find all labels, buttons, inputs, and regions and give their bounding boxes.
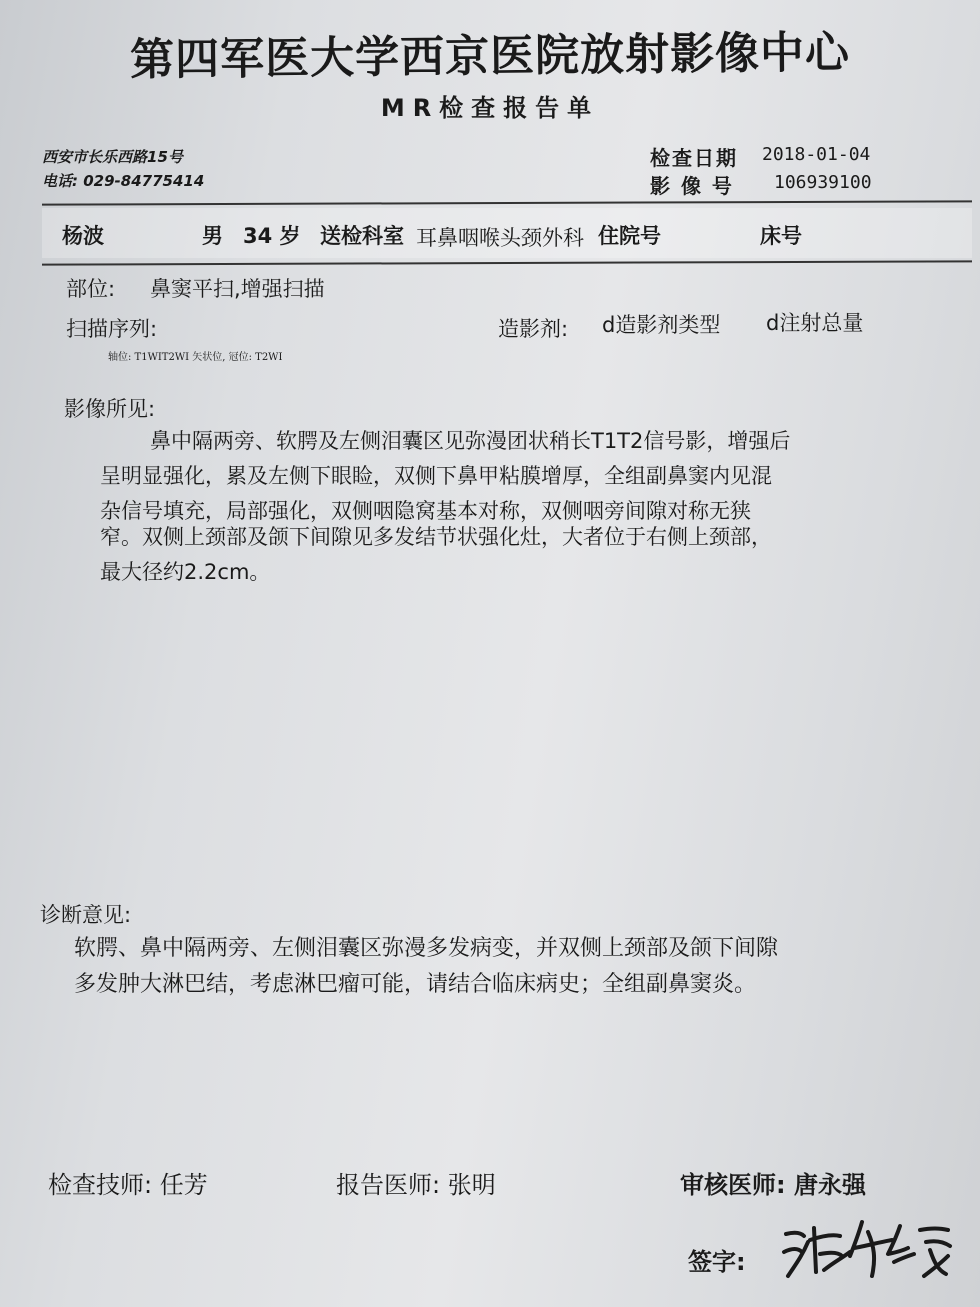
contrast-type: d造影剂类型	[602, 313, 721, 337]
diagnosis-line: 多发肿大淋巴结，考虑淋巴瘤可能，请结合临床病史；全组副鼻窦炎。	[74, 972, 757, 997]
diagnosis-label: 诊断意见:	[40, 903, 132, 927]
patient-age: 34 岁	[243, 224, 301, 248]
review-doctor: 审核医师: 唐永强	[680, 1171, 866, 1199]
bottom-rule	[42, 260, 972, 265]
image-no-value: 106939100	[774, 172, 872, 193]
address: 西安市长乐西路15号	[42, 148, 183, 166]
image-no-label: 影 像 号	[650, 174, 734, 198]
exam-date-value: 2018-01-04	[762, 144, 871, 165]
contrast-label: 造影剂:	[498, 317, 569, 341]
bed-no-label: 床号	[760, 224, 802, 248]
findings-line: 最大径约2.2cm。	[100, 560, 271, 584]
technician: 检查技师: 任芳	[48, 1171, 208, 1199]
dept-label: 送检科室	[320, 224, 404, 248]
report-type-title: MR检查报告单	[380, 94, 600, 122]
report-doctor: 报告医师: 张明	[336, 1171, 496, 1199]
findings-line: 呈明显强化，累及左侧下眼睑，双侧下鼻甲粘膜增厚，全组副鼻窦内见混	[100, 464, 772, 488]
sign-label: 签字:	[688, 1248, 746, 1276]
findings-line: 窄。双侧上颈部及颌下间隙见多发结节状强化灶，大者位于右侧上颈部，	[100, 525, 772, 549]
patient-sex: 男	[202, 224, 223, 248]
part-value: 鼻窦平扫,增强扫描	[150, 277, 325, 301]
diagnosis-line: 软腭、鼻中隔两旁、左侧泪囊区弥漫多发病变，并双侧上颈部及颌下间隙	[74, 936, 779, 961]
part-label: 部位:	[66, 277, 116, 301]
phone: 电话: 029-84775414	[42, 172, 205, 190]
sequence-detail: 轴位: T1WIT2WI 矢状位, 冠位: T2WI	[108, 352, 283, 363]
inpatient-no-label: 住院号	[598, 224, 661, 248]
handwritten-signature	[780, 1212, 970, 1287]
sequence-label: 扫描序列:	[66, 317, 158, 341]
findings-label: 影像所见:	[64, 397, 156, 421]
patient-name: 杨波	[62, 224, 104, 248]
contrast-dose: d注射总量	[766, 311, 864, 335]
findings-line: 鼻中隔两旁、软腭及左侧泪囊区见弥漫团状稍长T1T2信号影，增强后	[150, 429, 791, 453]
dept-value: 耳鼻咽喉头颈外科	[416, 226, 584, 250]
top-rule	[42, 200, 972, 205]
exam-date-label: 检查日期	[650, 146, 738, 170]
findings-line: 杂信号填充，局部强化，双侧咽隐窝基本对称，双侧咽旁间隙对称无狭	[100, 499, 751, 523]
hospital-title: 第四军医大学西京医院放射影像中心	[129, 27, 851, 86]
